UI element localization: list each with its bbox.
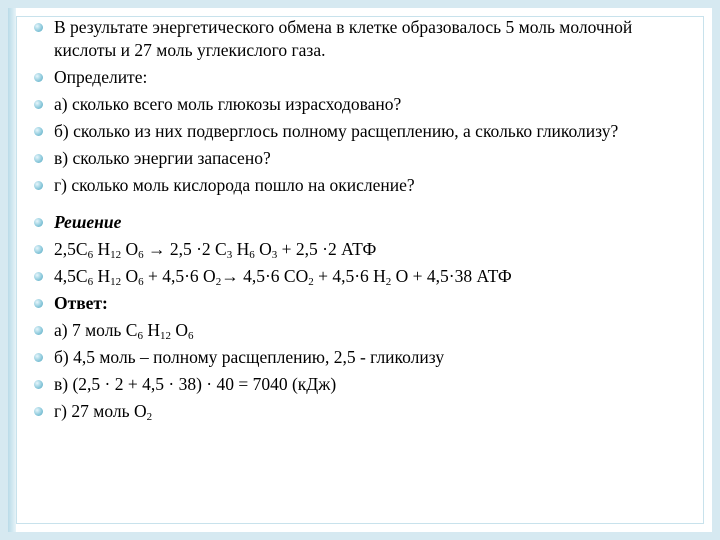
bullet-icon: [34, 181, 43, 190]
answer-c: в) (2,5 · 2 + 4,5 · 38) · 40 = 7040 (кДж): [34, 373, 674, 396]
bullet-icon: [34, 380, 43, 389]
bullet-icon: [34, 127, 43, 136]
solution-title: Решение: [34, 211, 674, 234]
problem-question-a: а) сколько всего моль глюкозы израсходовано?: [34, 93, 674, 116]
bullet-icon: [34, 326, 43, 335]
bullet-list: [34, 16, 674, 427]
bullet-icon: [34, 299, 43, 308]
problem-question-d: г) сколько моль кислорода пошло на окисление?: [34, 174, 674, 197]
answer-d: г) 27 моль $O_2$: [34, 400, 674, 423]
equation-glycolysis: $2,5C_6$ $H_{12}$ $O_6 \to 2,5 \cdot 2$ $C_3$ $H_6$ $O_3 + 2,5 \cdot 2$ АТФ: [34, 238, 674, 261]
problem-line-2: Определите:: [34, 66, 674, 89]
bullet-icon: [34, 100, 43, 109]
bullet-icon: [34, 407, 43, 416]
bullet-icon: [34, 272, 43, 281]
bullet-icon: [34, 353, 43, 362]
answer-label: Ответ:: [34, 292, 674, 315]
equation-full-oxidation: $4,5C_6$ $H_{12}$ $O_6 + 4,5\cdot 6$ $O_2\to 4,5\cdot 6$ $CO_2 + 4,5\cdot 6$ $H_2$ O + 4,5·38 АТФ: [34, 265, 674, 288]
answer-b: б) 4,5 моль – полному расщеплению, 2,5 - гликолизу: [34, 346, 674, 369]
problem-question-b: б) сколько из них подверглось полному расщеплению, а сколько гликолизу?: [34, 120, 674, 143]
bullet-icon: [34, 23, 43, 32]
problem-question-c: в) сколько энергии запасено?: [34, 147, 674, 170]
bullet-icon: [34, 245, 43, 254]
bullet-icon: [34, 73, 43, 82]
answer-a: а) 7 моль $C_6$ $H_{12}$ $O_6$: [34, 319, 674, 342]
problem-line-1: В результате энергетического обмена в клетке образовалось 5 моль молочной кислоты и 27 моль углекислого газа.: [34, 16, 674, 62]
bullet-icon: [34, 218, 43, 227]
bullet-icon: [34, 154, 43, 163]
